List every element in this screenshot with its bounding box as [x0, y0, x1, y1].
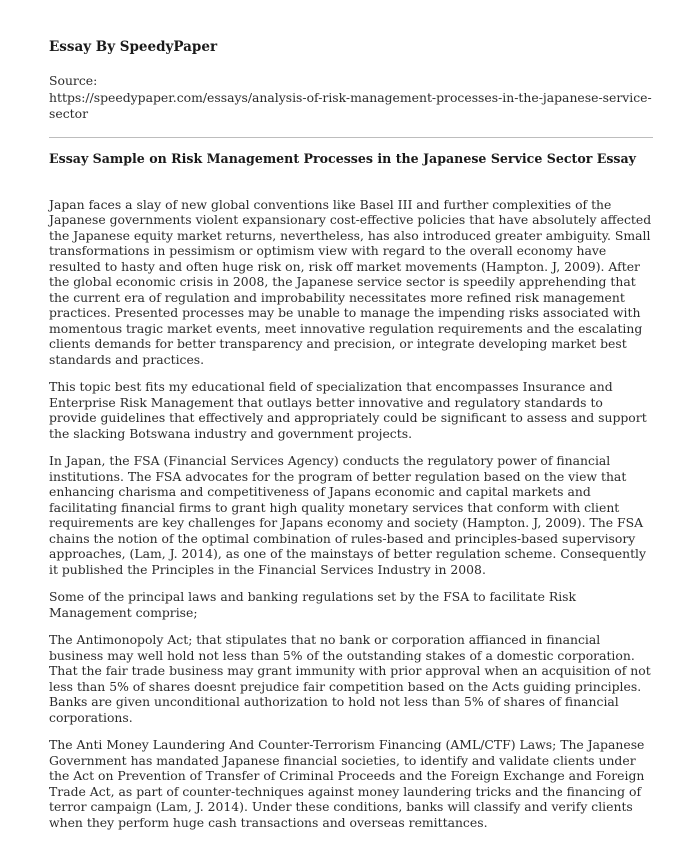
brand-heading: Essay By SpeedyPaper: [49, 39, 218, 55]
essay-paragraph-4: Some of the principal laws and banking regulations set by the FSA to facilitate Risk Management comprise;: [49, 589, 577, 620]
essay-paragraph-5: The Antimonopoly Act; that stipulates that no bank or corporation affianced in financial business may well hold not less than 5% of the outstanding stakes of a domestic corporation. That the fair trade business may grant immunity with prior approval when an acquisition of not less than 5% of shares doesnt prejudice fair competition based on the Acts guiding principles. Banks are given unconditional authorization to hold not less than 5% of shares of financial corporations.: [49, 632, 651, 725]
source-url: https://speedypaper.com/essays/analysis-of-risk-management-processes-in-the-japanese-service-sector: [49, 89, 652, 121]
essay-paragraph-1: Japan faces a slay of new global conventions like Basel III and further complexities of the Japanese governments violent expansionary cost-effective policies that have absolutely affected the Japanese equity market returns, nevertheless, has also introduced greater ambiguity. Small transformations in pessimism or optimism view with regard to the overall economy have resulted to hasty and often huge risk on, risk off market movements (Hampton. J, 2009). After the global economic crisis in 2008, the Japanese service sector is speedily apprehending that the current era of regulation and improbability necessitates more refined risk management practices. Presented processes may be unable to manage the impending risks associated with momentous tragic market events, meet innovative regulation requirements and the escalating clients demands for better transparency and precision, or integrate developing market best standards and practices.: [49, 196, 652, 367]
essay-paragraph-2: This topic best fits my educational field of specialization that encompasses Insurance and Enterprise Risk Management that outlays better innovative and regulatory standards to provide guidelines that effectively and appropriately could be significant to assess and support the slacking Botswana industry and government projects.: [49, 379, 647, 441]
source-label: Source:: [49, 73, 98, 88]
document-page: [49, 38, 653, 842]
essay-paragraph-3: In Japan, the FSA (Financial Services Agency) conducts the regulatory power of financial institutions. The FSA advocates for the program of better regulation based on the view that enhancing charisma and competitiveness of Japans economic and capital markets and facilitating financial firms to grant high quality monetary services that conform with client requirements are key challenges for Japans economy and society (Hampton. J, 2009). The FSA chains the notion of the optimal combination of rules-based and principles-based supervisory approaches, (Lam, J. 2014), as one of the mainstays of better regulation scheme. Consequently it published the Principles in the Financial Services Industry in 2008.: [49, 453, 647, 577]
divider: [49, 137, 653, 138]
essay-paragraph-6: The Anti Money Laundering And Counter-Terrorism Financing (AML/CTF) Laws; The Japanese Government has mandated Japanese financial societies, to identify and validate clients under the Act on Prevention of Transfer of Criminal Proceeds and the Foreign Exchange and Foreign Trade Act, as part of counter-techniques against money laundering tricks and the financing of terror campaign (Lam, J. 2014). Under these conditions, banks will classify and verify clients when they perform huge cash transactions and overseas remittances.: [49, 737, 645, 830]
essay-title: Essay Sample on Risk Management Processes in the Japanese Service Sector Essay: [49, 150, 636, 166]
